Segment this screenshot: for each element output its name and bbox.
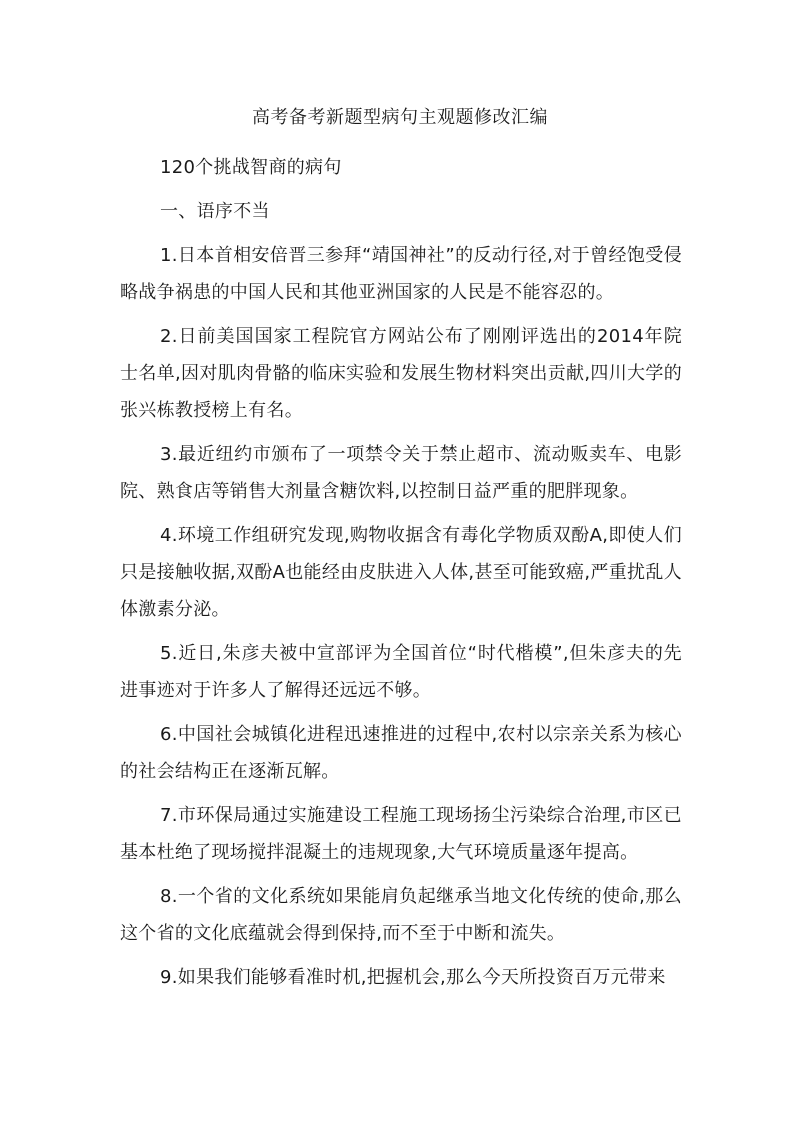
sentence-1: 1.日本首相安倍晋三参拜“靖国神社”的反动行径,对于曾经饱受侵略战争祸患的中国人民和其他亚洲国家的人民是不能容忍的。 (120, 245, 682, 303)
document-title: 高考备考新题型病句主观题修改汇编 (252, 107, 548, 128)
sentence-5: 5.近日,朱彦夫被中宣部评为全国首位“时代楷模”,但朱彦夫的先进事迹对于许多人了解得还远远不够。 (120, 643, 682, 701)
document-body (120, 149, 682, 1003)
sentence-8: 8.一个省的文化系统如果能肩负起继承当地文化传统的使命,那么这个省的文化底蕴就会得到保持,而不至于中断和流失。 (120, 886, 682, 944)
sentence-7: 7.市环保局通过实施建设工程施工现场扬尘污染综合治理,市区已基本杜绝了现场搅拌混凝土的违规现象,大气环境质量逐年提高。 (120, 805, 682, 863)
sentence-6: 6.中国社会城镇化进程迅速推进的过程中,农村以宗亲关系为核心的社会结构正在逐渐瓦解。 (120, 724, 682, 782)
sentence-9: 9.如果我们能够看准时机,把握机会,那么今天所投资百万元带来 (160, 967, 666, 988)
sentence-4: 4.环境工作组研究发现,购物收据含有毒化学物质双酚A,即使人们只是接触收据,双酚A也能经由皮肤进入人体,甚至可能致癌,严重扰乱人体激素分泌。 (120, 525, 682, 620)
section-heading: 一、语序不当 (160, 201, 270, 222)
sentence-3: 3.最近纽约市颁布了一项禁令关于禁止超市、流动贩卖车、电影院、熟食店等销售大剂量含糖饮料,以控制日益严重的肥胖现象。 (120, 444, 682, 502)
sentence-2: 2.日前美国国家工程院官方网站公布了刚刚评选出的2014年院士名单,因对肌肉骨骼的临床实验和发展生物材料突出贡献,四川大学的张兴栋教授榜上有名。 (120, 326, 682, 421)
subtitle-paragraph: 120个挑战智商的病句 (160, 157, 342, 178)
